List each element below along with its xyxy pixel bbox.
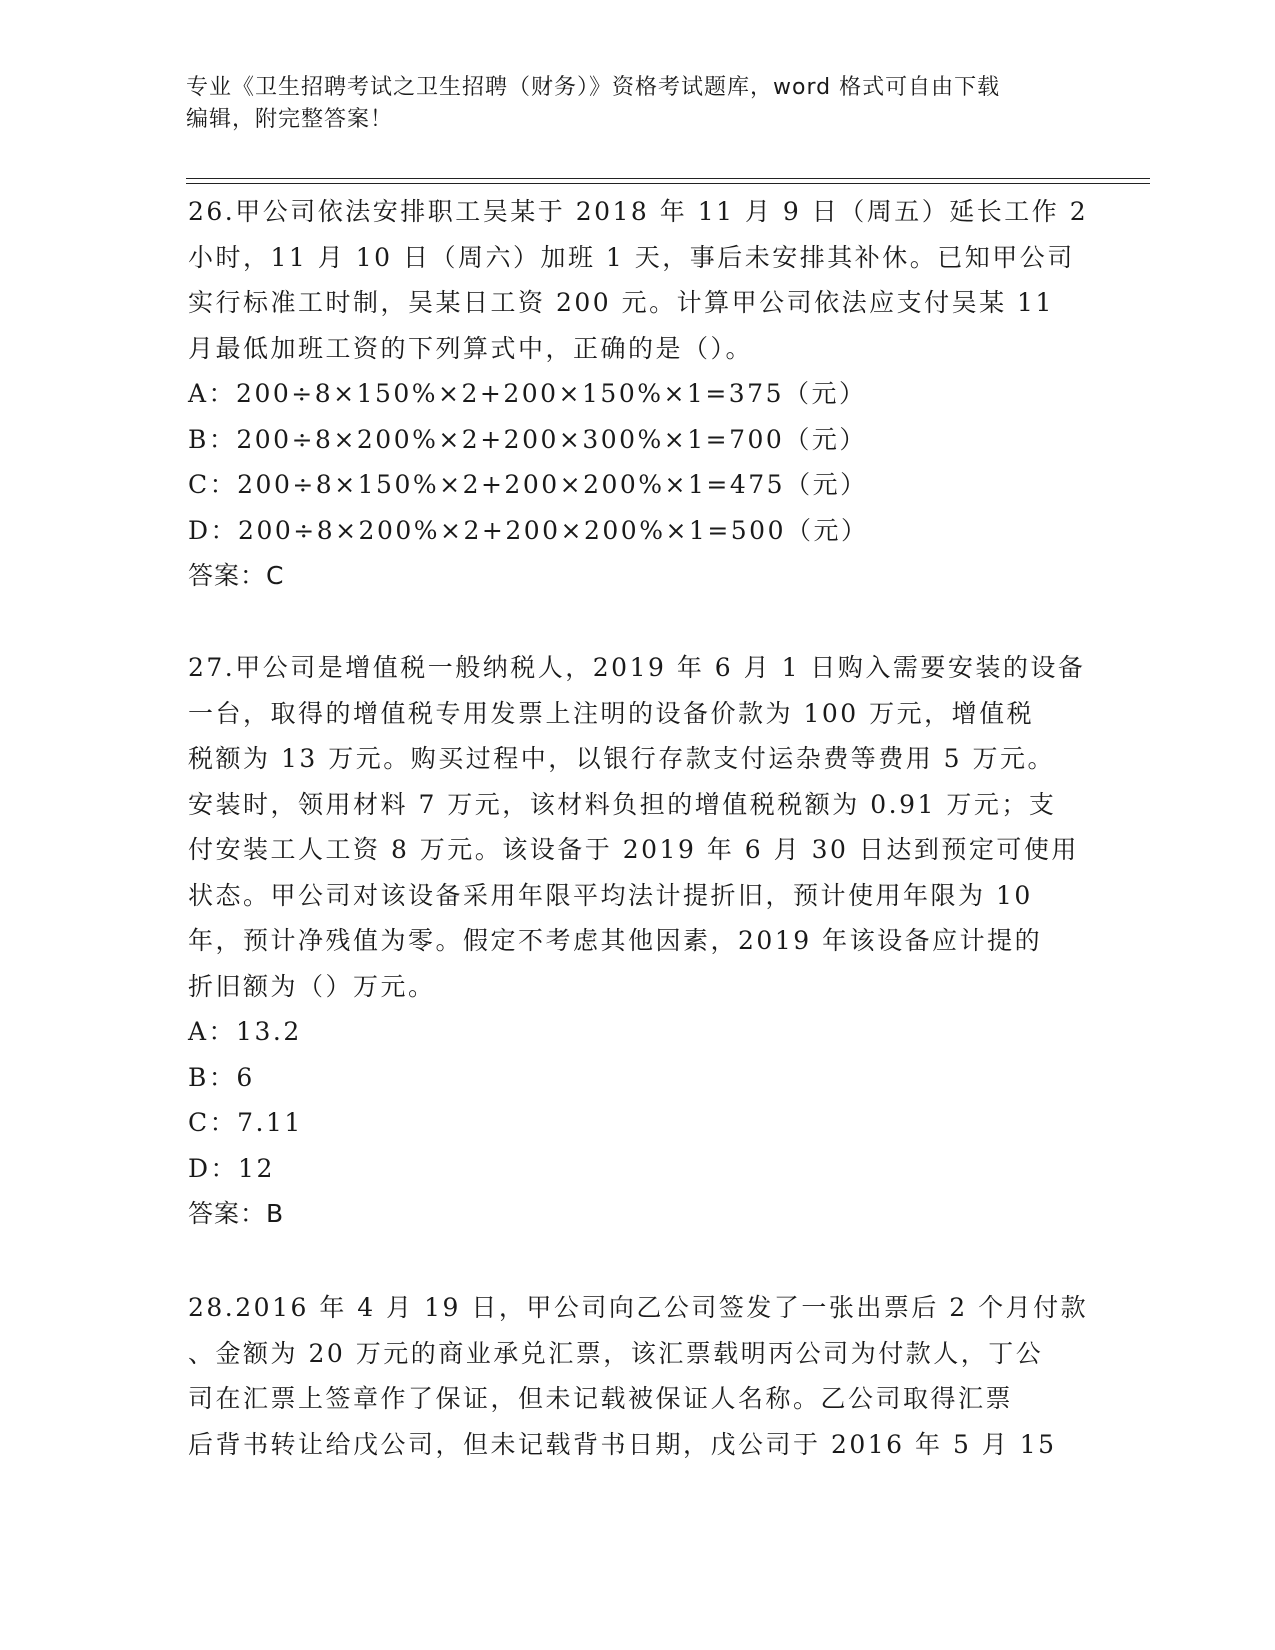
document-header — [186, 72, 1086, 136]
header-line-2: 编辑，附完整答案！ — [186, 107, 394, 132]
question-26 — [188, 189, 1088, 599]
stem-line: 实行标准工时制，吴某日工资 200 元。计算甲公司依法应支付吴某 11 — [188, 288, 1054, 317]
stem-line: 一台，取得的增值税专用发票上注明的设备价款为 100 万元，增值税 — [188, 698, 1035, 728]
header-line-1: 专业《卫生招聘考试之卫生招聘（财务）》资格考试题库，word 格式可自由下载 — [186, 75, 1001, 100]
question-stem — [188, 189, 1088, 371]
stem-line: 小时，11 月 10 日（周六）加班 1 天，事后未安排其补休。已知甲公司 — [188, 242, 1075, 272]
question-28 — [188, 1285, 1088, 1467]
stem-line: 26.甲公司依法安排职工吴某于 2018 年 11 月 9 日（周五）延长工作 2 — [188, 197, 1089, 226]
stem-line: 月最低加班工资的下列算式中，正确的是（）。 — [188, 333, 754, 363]
stem-line: 状态。甲公司对该设备采用年限平均法计提折旧，预计使用年限为 10 — [188, 880, 1033, 910]
stem-line: 28.2016 年 4 月 19 日，甲公司向乙公司签发了一张出票后 2 个月付款 — [188, 1293, 1089, 1322]
stem-line: 付安装工人工资 8 万元。该设备于 2019 年 6 月 30 日达到预定可使用 — [188, 835, 1079, 864]
option-b: B：200÷8×200%×2+200×300%×1=700（元） — [188, 424, 867, 454]
option-c: C：7.11 — [188, 1108, 303, 1137]
stem-line: 后背书转让给戊公司，但未记载背书日期，戊公司于 2016 年 5 月 15 — [188, 1429, 1057, 1459]
question-stem — [188, 1285, 1088, 1467]
stem-line: 折旧额为（）万元。 — [188, 971, 436, 1001]
stem-line: 安装时，领用材料 7 万元，该材料负担的增值税税额为 0.91 万元；支 — [188, 789, 1057, 819]
stem-line: 税额为 13 万元。购买过程中，以银行存款支付运杂费等费用 5 万元。 — [188, 744, 1056, 773]
option-b: B：6 — [188, 1062, 255, 1092]
header-divider-top — [186, 178, 1150, 179]
stem-line: 27.甲公司是增值税一般纳税人，2019 年 6 月 1 日购入需要安装的设备 — [188, 653, 1086, 682]
header-divider-bottom — [186, 183, 1150, 184]
option-a: A：200÷8×150%×2+200×150%×1=375（元） — [188, 379, 867, 408]
answer: 答案：C — [188, 561, 285, 590]
stem-line: 、金额为 20 万元的商业承兑汇票，该汇票载明丙公司为付款人，丁公 — [188, 1338, 1044, 1368]
option-d: D：200÷8×200%×2+200×200%×1=500（元） — [188, 515, 869, 545]
option-d: D：12 — [188, 1153, 275, 1183]
option-c: C：200÷8×150%×2+200×200%×1=475（元） — [188, 470, 868, 499]
question-27 — [188, 645, 1088, 1237]
question-stem — [188, 645, 1088, 1009]
answer: 答案：B — [188, 1199, 285, 1228]
option-a: A：13.2 — [188, 1017, 302, 1046]
stem-line: 年，预计净残值为零。假定不考虑其他因素，2019 年该设备应计提的 — [188, 926, 1043, 955]
stem-line: 司在汇票上签章作了保证，但未记载被保证人名称。乙公司取得汇票 — [188, 1384, 1014, 1413]
